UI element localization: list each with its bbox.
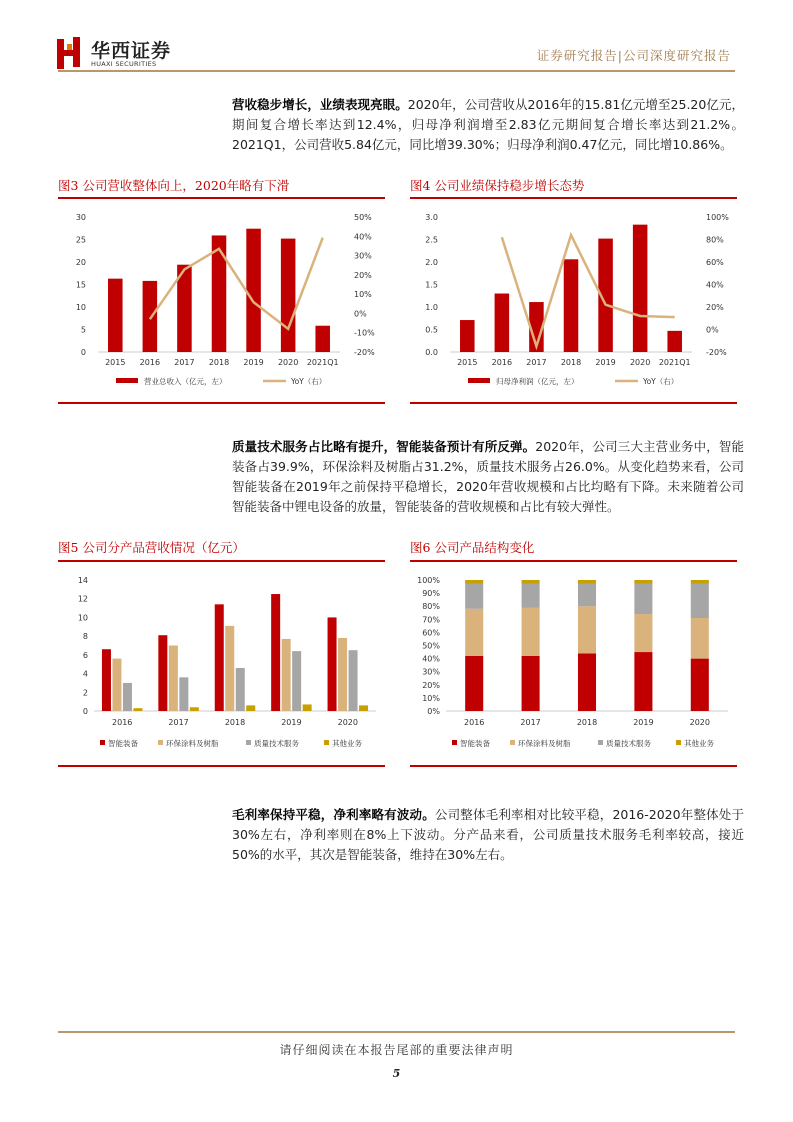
bar: [143, 281, 158, 352]
figure-3-title: 图3 公司营收整体向上，2020年略有下滑: [58, 178, 290, 193]
legend-swatch-bar: [468, 378, 490, 383]
x-tick-label: 2021Q1: [306, 358, 339, 367]
bar-segment: [634, 580, 652, 584]
header-divider: [58, 70, 735, 72]
bar-segment: [522, 656, 540, 711]
y-left-tick-label: 30: [75, 213, 86, 222]
bar: [158, 635, 167, 711]
legend-label: 质量技术服务: [254, 739, 299, 748]
legend-swatch: [100, 740, 105, 745]
y-left-tick-label: 0: [80, 348, 86, 357]
bar-segment: [465, 580, 483, 584]
y-tick-label: 8: [82, 632, 88, 642]
legend-label: 智能装备: [108, 739, 138, 748]
bar: [460, 320, 475, 352]
figure-5-bottom-rule: [58, 765, 385, 767]
bar-segment: [522, 608, 540, 656]
bar: [281, 239, 296, 352]
y-left-tick-label: 3.0: [425, 213, 438, 222]
bar: [112, 659, 121, 711]
y-tick-label: 10: [77, 613, 88, 623]
legend-swatch: [158, 740, 163, 745]
footer-divider: [58, 1031, 735, 1033]
paragraph-margin: [232, 805, 744, 865]
y-right-tick-label: 10%: [354, 290, 372, 300]
legend-label: 其他业务: [332, 739, 362, 748]
bar: [108, 279, 123, 352]
legend-label: 智能装备: [460, 739, 490, 748]
bar-segment: [578, 606, 596, 653]
figure-3-top-rule: [58, 197, 385, 199]
bar: [102, 649, 111, 711]
figure-6-chart: [410, 563, 737, 763]
y-left-tick-label: 1.0: [425, 303, 438, 312]
legend-swatch: [452, 740, 457, 745]
legend-label: 环保涂料及树脂: [166, 739, 219, 748]
y-left-tick-label: 10: [75, 303, 86, 312]
figure-4-title: 图4 公司业绩保持稳步增长态势: [410, 178, 585, 193]
y-tick-label: 10%: [422, 693, 440, 703]
x-tick-label: 2016: [464, 718, 485, 727]
x-tick-label: 2019: [243, 358, 264, 367]
y-tick-label: 90%: [422, 589, 440, 599]
bar: [303, 704, 312, 711]
y-tick-label: 6: [82, 650, 88, 660]
logo-text: 华西证券: [91, 40, 172, 62]
y-left-tick-label: 25: [75, 235, 86, 245]
y-tick-label: 30%: [422, 667, 440, 677]
x-tick-label: 2019: [595, 358, 616, 367]
x-tick-label: 2020: [629, 358, 651, 367]
bar: [282, 639, 291, 711]
bar: [633, 225, 648, 352]
header-report-type: 证券研究报告|公司深度研究报告: [536, 48, 731, 63]
x-tick-label: 2020: [277, 358, 299, 367]
x-tick-label: 2015: [457, 358, 478, 367]
bar: [292, 651, 301, 711]
bar-segment: [465, 584, 483, 609]
bar-segment: [465, 656, 483, 711]
y-left-tick-label: 0.0: [425, 348, 438, 357]
y-right-tick-label: 20%: [706, 303, 724, 312]
logo-subtext: HUAXI SECURITIES: [91, 60, 157, 68]
figure-5-title: 图5 公司分产品营收情况（亿元）: [58, 540, 245, 555]
x-tick-label: 2019: [633, 718, 654, 727]
y-tick-label: 50%: [422, 641, 440, 651]
bar-segment: [522, 580, 540, 584]
bar-segment: [634, 652, 652, 711]
y-right-tick-label: 60%: [706, 258, 724, 267]
legend-label: 环保涂料及树脂: [518, 739, 571, 748]
bar-segment: [578, 580, 596, 584]
x-tick-label: 2019: [281, 718, 302, 727]
bar-segment: [578, 584, 596, 606]
x-tick-label: 2018: [224, 718, 246, 727]
x-tick-label: 2015: [105, 358, 126, 367]
y-tick-label: 80%: [422, 602, 440, 612]
legend-swatch-bar: [116, 378, 138, 383]
bar: [236, 668, 245, 711]
bar: [246, 705, 255, 711]
x-tick-label: 2017: [174, 358, 195, 367]
y-left-tick-label: 20: [75, 258, 86, 267]
legend-swatch: [324, 740, 329, 745]
legend-swatch: [598, 740, 603, 745]
y-tick-label: 0: [82, 707, 88, 716]
bar-segment: [578, 653, 596, 711]
page-number: 5: [392, 1067, 401, 1080]
y-tick-label: 12: [77, 594, 88, 604]
y-left-tick-label: 2.0: [425, 258, 438, 267]
paragraph-body: 公司整体毛利率相对比较平稳，2016-2020年整体处于30%左右，净利率则在8%上下波动。分产品来看，公司质量技术服务毛利率较高，接近50%的水平，其次是智能装备，维持在30%左右。: [232, 807, 744, 862]
x-tick-label: 2017: [520, 718, 541, 727]
figure-5-chart: [58, 563, 385, 763]
y-tick-label: 20%: [422, 680, 440, 690]
y-right-tick-label: 30%: [354, 251, 372, 261]
legend-label: 质量技术服务: [606, 739, 651, 748]
x-tick-label: 2016: [139, 358, 161, 367]
x-tick-label: 2018: [208, 358, 230, 367]
y-right-tick-label: 40%: [706, 280, 724, 290]
y-left-tick-label: 15: [75, 280, 86, 290]
paragraph-body: 2020年，公司营收从2016年的15.81亿元增至25.20亿元，期间复合增长率达到12.4%，归母净利润增至2.83亿元期间复合增长率达到21.2%。2021Q1，公司营收5.84亿元，同比增39.30%；归母净利润0.47亿元，同比增10.86%。: [232, 97, 744, 152]
figure-4-chart: [410, 200, 737, 400]
yoy-line: [502, 235, 675, 346]
bar: [246, 229, 261, 352]
footer-notice: 请仔细阅读在本报告尾部的重要法律声明: [279, 1043, 514, 1057]
bar: [123, 683, 132, 711]
figure-6-top-rule: [410, 560, 737, 562]
bar-segment: [691, 580, 709, 584]
figure-4-top-rule: [410, 197, 737, 199]
bar-segment: [691, 584, 709, 618]
bar: [179, 677, 188, 711]
legend-label: YoY（右）: [291, 377, 327, 386]
y-tick-label: 0%: [427, 707, 440, 716]
figure-6-bottom-rule: [410, 765, 737, 767]
figure-4-bottom-rule: [410, 402, 737, 404]
bar: [338, 638, 347, 711]
legend-label: 其他业务: [684, 739, 714, 748]
legend-swatch: [676, 740, 681, 745]
bar-segment: [465, 609, 483, 656]
y-tick-label: 14: [77, 576, 88, 585]
legend-label: 营业总收入（亿元，左）: [144, 377, 227, 386]
paragraph-revenue: [232, 95, 744, 155]
bar-segment: [691, 659, 709, 711]
figure-3-chart: [58, 200, 385, 400]
y-right-tick-label: 100%: [706, 213, 729, 222]
bar: [667, 331, 682, 352]
paragraph-body: 2020年，公司三大主营业务中，智能装备占39.9%，环保涂料及树脂占31.2%，质量技术服务占26.0%。从变化趋势来看，公司智能装备在2019年之前保持平稳增长，2020年营收规模和占比均略有下降。未来随着公司智能装备中锂电设备的放量，智能装备的营收规模和占比有较大弹性。: [232, 439, 744, 514]
y-right-tick-label: 0%: [354, 309, 367, 319]
x-tick-label: 2017: [526, 358, 547, 367]
y-right-tick-label: 40%: [354, 232, 372, 242]
x-tick-label: 2016: [491, 358, 513, 367]
legend-label: 归母净利润（亿元，左）: [496, 377, 579, 386]
logo-icon: [57, 37, 83, 69]
figure-6-title: 图6 公司产品结构变化: [410, 540, 535, 555]
bar: [349, 650, 358, 711]
y-tick-label: 70%: [422, 615, 440, 625]
bar-segment: [634, 584, 652, 614]
y-right-tick-label: 0%: [706, 325, 719, 335]
legend-swatch: [246, 740, 251, 745]
y-tick-label: 60%: [422, 628, 440, 638]
y-left-tick-label: 0.5: [425, 325, 438, 335]
y-right-tick-label: 80%: [706, 235, 724, 245]
bar: [225, 626, 234, 711]
paragraph-lead: 营收稳步增长，业绩表现亮眼。: [232, 97, 408, 112]
y-tick-label: 100%: [417, 576, 440, 585]
bar: [495, 294, 510, 353]
bar-segment: [691, 618, 709, 659]
y-right-tick-label: 20%: [354, 270, 372, 280]
yoy-line: [150, 238, 323, 329]
y-right-tick-label: 50%: [354, 213, 372, 222]
x-tick-label: 2021Q1: [658, 358, 691, 367]
bar: [359, 705, 368, 711]
y-left-tick-label: 2.5: [425, 235, 438, 245]
x-tick-label: 2018: [576, 718, 598, 727]
bar: [190, 707, 199, 711]
bar: [169, 646, 178, 712]
bar: [328, 617, 337, 711]
y-right-tick-label: -10%: [354, 328, 375, 338]
x-tick-label: 2018: [560, 358, 582, 367]
bar: [564, 259, 579, 352]
bar: [315, 326, 330, 352]
y-tick-label: 40%: [422, 654, 440, 664]
x-tick-label: 2020: [689, 718, 710, 727]
y-left-tick-label: 1.5: [425, 280, 438, 290]
bar: [271, 594, 280, 711]
bar-segment: [634, 614, 652, 652]
y-right-tick-label: -20%: [706, 348, 727, 357]
figure-3-bottom-rule: [58, 402, 385, 404]
paragraph-lead: 毛利率保持平稳，净利率略有波动。: [232, 807, 435, 822]
legend-swatch: [510, 740, 515, 745]
y-right-tick-label: -20%: [354, 348, 375, 357]
figure-5-top-rule: [58, 560, 385, 562]
paragraph-lead: 质量技术服务占比略有提升，智能装备预计有所反弹。: [232, 439, 536, 454]
bar: [133, 708, 142, 711]
x-tick-label: 2020: [337, 718, 358, 727]
legend-label: YoY（右）: [643, 377, 679, 386]
paragraph-structure: [232, 437, 744, 517]
bar-segment: [522, 584, 540, 608]
x-tick-label: 2017: [168, 718, 189, 727]
x-tick-label: 2016: [112, 718, 133, 727]
y-tick-label: 2: [82, 688, 88, 698]
y-tick-label: 4: [82, 669, 88, 679]
y-left-tick-label: 5: [80, 325, 86, 335]
bar: [215, 604, 224, 711]
